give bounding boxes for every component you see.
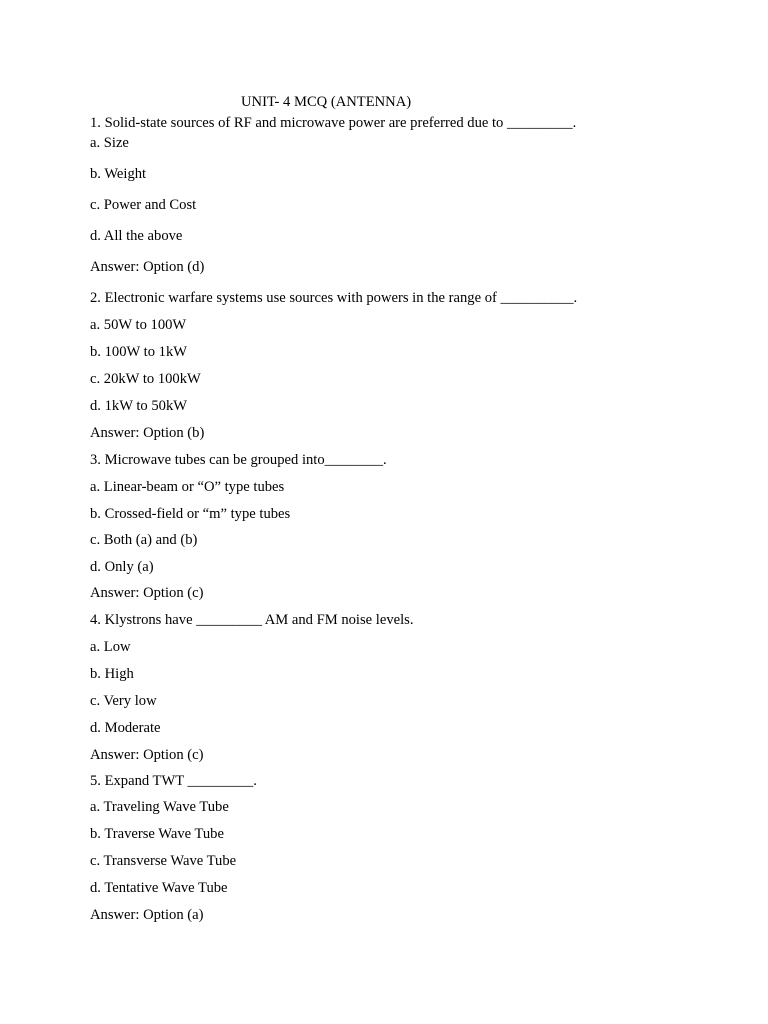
question-1-text: 1. Solid-state sources of RF and microwave power are preferred due to _________. xyxy=(90,115,577,131)
question-2-option-a: a. 50W to 100W xyxy=(90,317,187,333)
question-2-option-c: c. 20kW to 100kW xyxy=(90,371,201,387)
question-4-option-d: d. Moderate xyxy=(90,720,161,736)
question-5-option-b: b. Traverse Wave Tube xyxy=(90,826,224,842)
question-3-text: 3. Microwave tubes can be grouped into________. xyxy=(90,452,387,468)
question-3-answer: Answer: Option (c) xyxy=(90,585,204,601)
question-2-option-b: b. 100W to 1kW xyxy=(90,344,188,360)
question-3-option-b: b. Crossed-field or “m” type tubes xyxy=(90,506,291,522)
question-2-answer: Answer: Option (b) xyxy=(90,425,205,441)
question-4-option-c: c. Very low xyxy=(90,693,157,709)
question-2-text: 2. Electronic warfare systems use sources with powers in the range of __________. xyxy=(90,290,578,306)
question-5-option-c: c. Transverse Wave Tube xyxy=(90,853,237,869)
question-4-option-b: b. High xyxy=(90,666,134,682)
question-3-option-d: d. Only (a) xyxy=(90,559,154,575)
question-5-option-d: d. Tentative Wave Tube xyxy=(90,880,228,896)
question-3-option-a: a. Linear-beam or “O” type tubes xyxy=(90,479,285,495)
document-title: UNIT- 4 MCQ (ANTENNA) xyxy=(241,94,412,110)
question-1-answer: Answer: Option (d) xyxy=(90,259,205,275)
question-4-option-a: a. Low xyxy=(90,639,131,655)
question-5-option-a: a. Traveling Wave Tube xyxy=(90,799,229,815)
question-5-answer: Answer: Option (a) xyxy=(90,907,204,923)
question-4-answer: Answer: Option (c) xyxy=(90,747,204,763)
question-1-option-b: b. Weight xyxy=(90,166,147,182)
question-1-option-c: c. Power and Cost xyxy=(90,197,197,213)
question-1-option-d: d. All the above xyxy=(90,228,183,244)
question-4-text: 4. Klystrons have _________ AM and FM noise levels. xyxy=(90,612,414,628)
question-1-option-a: a. Size xyxy=(90,135,129,151)
question-5-text: 5. Expand TWT _________. xyxy=(90,773,257,789)
question-2-option-d: d. 1kW to 50kW xyxy=(90,398,188,414)
question-3-option-c: c. Both (a) and (b) xyxy=(90,532,198,548)
